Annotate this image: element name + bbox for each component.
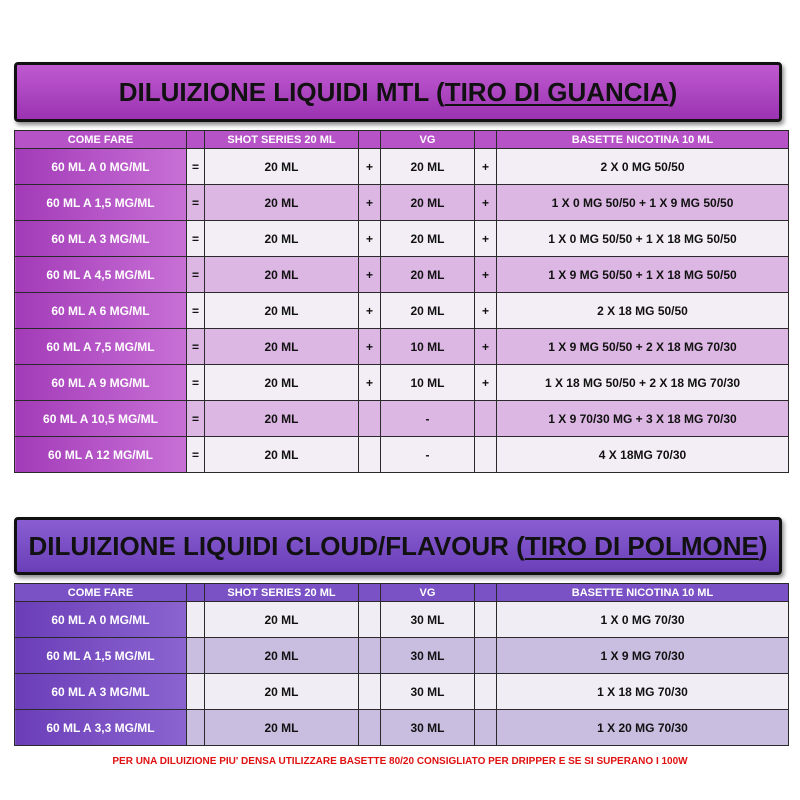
cloud-row-vg: 30 ML (381, 674, 475, 710)
mtl-row-label: 60 ML A 7,5 MG/ML (15, 329, 187, 365)
cloud-row-vg: 30 ML (381, 602, 475, 638)
mtl-row-basette: 1 X 0 MG 50/50 + 1 X 18 MG 50/50 (497, 221, 789, 257)
mtl-row-plus: + (359, 257, 381, 293)
cloud-header-spacer (475, 584, 497, 602)
cloud-table-row (15, 602, 789, 638)
mtl-row-plus (359, 401, 381, 437)
mtl-header-basette: BASETTE NICOTINA 10 ML (497, 131, 789, 149)
mtl-row-shot: 20 ML (205, 149, 359, 185)
mtl-title-banner (14, 62, 782, 122)
mtl-row-shot: 20 ML (205, 221, 359, 257)
cloud-row-plus (475, 710, 497, 746)
cloud-row-basette: 1 X 20 MG 70/30 (497, 710, 789, 746)
mtl-header-spacer (187, 131, 205, 149)
mtl-row-vg: 20 ML (381, 257, 475, 293)
mtl-row-shot: 20 ML (205, 437, 359, 473)
mtl-row-vg: 20 ML (381, 221, 475, 257)
mtl-row-shot: 20 ML (205, 365, 359, 401)
mtl-row-equals: = (187, 329, 205, 365)
mtl-row-vg: - (381, 401, 475, 437)
mtl-row-shot: 20 ML (205, 185, 359, 221)
cloud-row-equals (187, 638, 205, 674)
cloud-row-plus (359, 710, 381, 746)
cloud-row-vg: 30 ML (381, 710, 475, 746)
cloud-row-label: 60 ML A 3,3 MG/ML (15, 710, 187, 746)
mtl-dilution-table (14, 130, 789, 473)
mtl-row-vg: 10 ML (381, 329, 475, 365)
mtl-row-equals: = (187, 437, 205, 473)
mtl-table-row (15, 221, 789, 257)
mtl-row-shot: 20 ML (205, 293, 359, 329)
mtl-row-plus: + (475, 329, 497, 365)
cloud-row-plus (475, 674, 497, 710)
cloud-title-underlined: TIRO DI POLMONE (524, 530, 759, 561)
cloud-header-come-fare: COME FARE (15, 584, 187, 602)
mtl-row-plus: + (359, 221, 381, 257)
cloud-row-label: 60 ML A 3 MG/ML (15, 674, 187, 710)
mtl-header-vg: VG (381, 131, 475, 149)
mtl-row-vg: 20 ML (381, 149, 475, 185)
mtl-row-equals: = (187, 149, 205, 185)
cloud-row-basette: 1 X 9 MG 70/30 (497, 638, 789, 674)
mtl-table-row (15, 257, 789, 293)
mtl-row-plus (475, 437, 497, 473)
cloud-row-plus (475, 638, 497, 674)
mtl-row-equals: = (187, 401, 205, 437)
mtl-row-plus: + (475, 221, 497, 257)
cloud-dilution-table (14, 583, 789, 746)
mtl-row-shot: 20 ML (205, 329, 359, 365)
cloud-row-plus (359, 602, 381, 638)
mtl-title-underlined: TIRO DI GUANCIA (444, 76, 669, 107)
cloud-table-row (15, 638, 789, 674)
mtl-table-row (15, 401, 789, 437)
mtl-row-vg: 20 ML (381, 293, 475, 329)
cloud-row-vg: 30 ML (381, 638, 475, 674)
mtl-row-label: 60 ML A 1,5 MG/ML (15, 185, 187, 221)
mtl-row-plus: + (359, 185, 381, 221)
mtl-header-spacer (359, 131, 381, 149)
cloud-row-plus (475, 602, 497, 638)
mtl-row-shot: 20 ML (205, 401, 359, 437)
mtl-row-basette: 1 X 9 70/30 MG + 3 X 18 MG 70/30 (497, 401, 789, 437)
mtl-row-label: 60 ML A 12 MG/ML (15, 437, 187, 473)
cloud-row-label: 60 ML A 0 MG/ML (15, 602, 187, 638)
mtl-table-row (15, 185, 789, 221)
cloud-title-banner (14, 517, 782, 575)
cloud-row-shot: 20 ML (205, 710, 359, 746)
mtl-row-plus (359, 437, 381, 473)
mtl-row-shot: 20 ML (205, 257, 359, 293)
mtl-row-plus: + (359, 293, 381, 329)
mtl-row-plus (475, 401, 497, 437)
mtl-row-plus: + (359, 365, 381, 401)
mtl-header-spacer (475, 131, 497, 149)
cloud-row-basette: 1 X 18 MG 70/30 (497, 674, 789, 710)
mtl-table-row (15, 437, 789, 473)
mtl-table-row (15, 329, 789, 365)
mtl-row-plus: + (475, 149, 497, 185)
mtl-row-basette: 2 X 0 MG 50/50 (497, 149, 789, 185)
cloud-row-basette: 1 X 0 MG 70/30 (497, 602, 789, 638)
mtl-row-plus: + (475, 257, 497, 293)
mtl-row-label: 60 ML A 0 MG/ML (15, 149, 187, 185)
cloud-row-shot: 20 ML (205, 638, 359, 674)
mtl-row-plus: + (475, 293, 497, 329)
mtl-row-equals: = (187, 365, 205, 401)
mtl-row-plus: + (359, 149, 381, 185)
mtl-row-equals: = (187, 221, 205, 257)
mtl-title-suffix: ) (668, 76, 678, 107)
mtl-table-row (15, 149, 789, 185)
mtl-row-basette: 1 X 9 MG 50/50 + 1 X 18 MG 50/50 (497, 257, 789, 293)
mtl-row-basette: 1 X 18 MG 50/50 + 2 X 18 MG 70/30 (497, 365, 789, 401)
mtl-table-row (15, 293, 789, 329)
cloud-table-row (15, 710, 789, 746)
footnote: PER UNA DILUIZIONE PIU' DENSA UTILIZZARE BASETTE 80/20 CONSIGLIATO PER DRIPPER E SE SI SUPERANO I 100W (112, 756, 688, 767)
mtl-header-come-fare: COME FARE (15, 131, 187, 149)
cloud-row-shot: 20 ML (205, 674, 359, 710)
cloud-row-label: 60 ML A 1,5 MG/ML (15, 638, 187, 674)
cloud-header-shot: SHOT SERIES 20 ML (205, 584, 359, 602)
mtl-row-equals: = (187, 185, 205, 221)
mtl-row-plus: + (475, 185, 497, 221)
cloud-header-vg: VG (381, 584, 475, 602)
cloud-table-row (15, 674, 789, 710)
mtl-row-vg: - (381, 437, 475, 473)
mtl-row-label: 60 ML A 3 MG/ML (15, 221, 187, 257)
cloud-header-basette: BASETTE NICOTINA 10 ML (497, 584, 789, 602)
mtl-row-plus: + (359, 329, 381, 365)
cloud-header-spacer (359, 584, 381, 602)
mtl-row-basette: 1 X 0 MG 50/50 + 1 X 9 MG 50/50 (497, 185, 789, 221)
cloud-row-equals (187, 710, 205, 746)
mtl-row-equals: = (187, 293, 205, 329)
cloud-row-equals (187, 674, 205, 710)
mtl-row-vg: 10 ML (381, 365, 475, 401)
cloud-header-row (15, 584, 789, 602)
mtl-row-basette: 4 X 18MG 70/30 (497, 437, 789, 473)
mtl-row-basette: 1 X 9 MG 50/50 + 2 X 18 MG 70/30 (497, 329, 789, 365)
cloud-title-prefix: DILUIZIONE LIQUIDI CLOUD/FLAVOUR ( (28, 530, 525, 561)
mtl-row-label: 60 ML A 6 MG/ML (15, 293, 187, 329)
mtl-header-row (15, 131, 789, 149)
mtl-row-label: 60 ML A 10,5 MG/ML (15, 401, 187, 437)
cloud-row-equals (187, 602, 205, 638)
mtl-row-plus: + (475, 365, 497, 401)
cloud-row-shot: 20 ML (205, 602, 359, 638)
mtl-row-label: 60 ML A 9 MG/ML (15, 365, 187, 401)
cloud-row-plus (359, 638, 381, 674)
mtl-row-basette: 2 X 18 MG 50/50 (497, 293, 789, 329)
mtl-row-label: 60 ML A 4,5 MG/ML (15, 257, 187, 293)
mtl-row-vg: 20 ML (381, 185, 475, 221)
mtl-row-equals: = (187, 257, 205, 293)
mtl-header-shot: SHOT SERIES 20 ML (205, 131, 359, 149)
mtl-title-prefix: DILUIZIONE LIQUIDI MTL ( (118, 76, 445, 107)
cloud-row-plus (359, 674, 381, 710)
cloud-header-spacer (187, 584, 205, 602)
mtl-table-row (15, 365, 789, 401)
cloud-title-suffix: ) (758, 530, 768, 561)
